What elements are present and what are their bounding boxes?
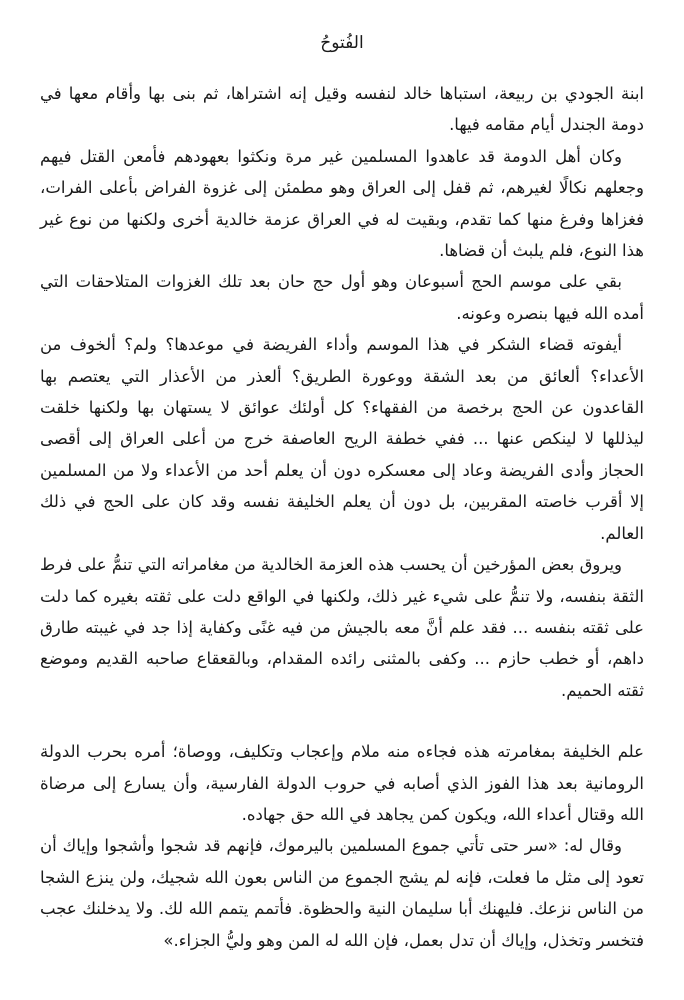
running-header: الفُتوحُ: [320, 33, 364, 53]
document-body: [40, 78, 644, 956]
paragraph: وقال له: «سر حتى تأتي جموع المسلمين باليرموك، فإنهم قد شجوا وأشجوا وإياك أن تعود إلى مثل ما فعلت، فإنه لم يشج الجموع من الناس بعون الله شجيك، ولن ينزع الشجا من الناس نزعك. فليهنك أبا سليمان النية والحظوة. فأتمم يتمم الله لك. ولا يدخلنك عجب فتخسر وتخذل، وإياك أن تدل بعمل، فإن الله له المن وهو وليُّ الجزاء.»: [40, 836, 644, 950]
paragraph: أيفوته قضاء الشكر في هذا الموسم وأداء الفريضة في موعدها؟ ولم؟ ألخوف من الأعداء؟ ألعائق من بعد الشقة ووعورة الطريق؟ ألعذر من الأعذار التي يعتصم بها القاعدون عن الحج برخصة من الفقهاء؟ كل أولئك عوائق لا يستهان بها ولكنها خلقت ليذللها لا لينكص عنها ... ففي خطفة الريح العاصفة خرج من أعلى العراق إلى أقصى الحجاز وأدى الفريضة وعاد إلى معسكره دون أن يعلم أحد من الأعداء ولا من المسلمين إلا أقرب خاصته المقربين، بل دون أن يعلم الخليفة نفسه وقد كان على الحج في ذلك العالم.: [40, 335, 644, 543]
paragraph: بقي على موسم الحج أسبوعان وهو أول حج حان بعد تلك الغزوات المتلاحقات التي أمده الله فيها بنصره وعونه.: [40, 272, 644, 323]
paragraph: ابنة الجودي بن ربيعة، استباها خالد لنفسه وقيل إنه اشتراها، ثم بنى بها وأقام معها في دومة الجندل أيام مقامه فيها.: [40, 84, 644, 135]
paragraph: ويروق بعض المؤرخين أن يحسب هذه العزمة الخالدية من مغامراته التي تنمُّ على فرط الثقة بنفسه، ولا تنمُّ على شيء غير ذلك، ولكنها في الواقع دلت على ثقته بغيره كما دلت على ثقته بنفسه ... فقد علم أنَّ معه بالجيش من فيه غنًى وكفاية إذا جد في غيبته طارق داهم، أو خطب حازم ... وكفى بالمثنى رائده المقدام، وبالقعقاع صاحبه القديم وموضع ثقته الحميم.: [40, 555, 644, 700]
paragraph: علم الخليفة بمغامرته هذه فجاءه منه ملام وإعجاب وتكليف، ووصاة؛ أمره بحرب الدولة الرومانية بعد هذا الفوز الذي أصابه في حروب الدولة الفارسية، وأن يسارع إلى مرضاة الله وقتال أعداء الله، ويكون كمن يجاهد في الله حق جهاده.: [40, 742, 644, 824]
paragraph: وكان أهل الدومة قد عاهدوا المسلمين غير مرة ونكثوا بعهودهم فأمعن القتل فيهم وجعلهم نكالًا لغيرهم، ثم قفل إلى العراق وهو مطمئن إلى غزوة الفراض بأعلى الفرات، فغزاها وفرغ منها كما تقدم، وبقيت له في العراق عزمة خالدية أخرى ولكنها من نوع غير هذا النوع، فلم يلبث أن قضاها.: [40, 146, 644, 261]
